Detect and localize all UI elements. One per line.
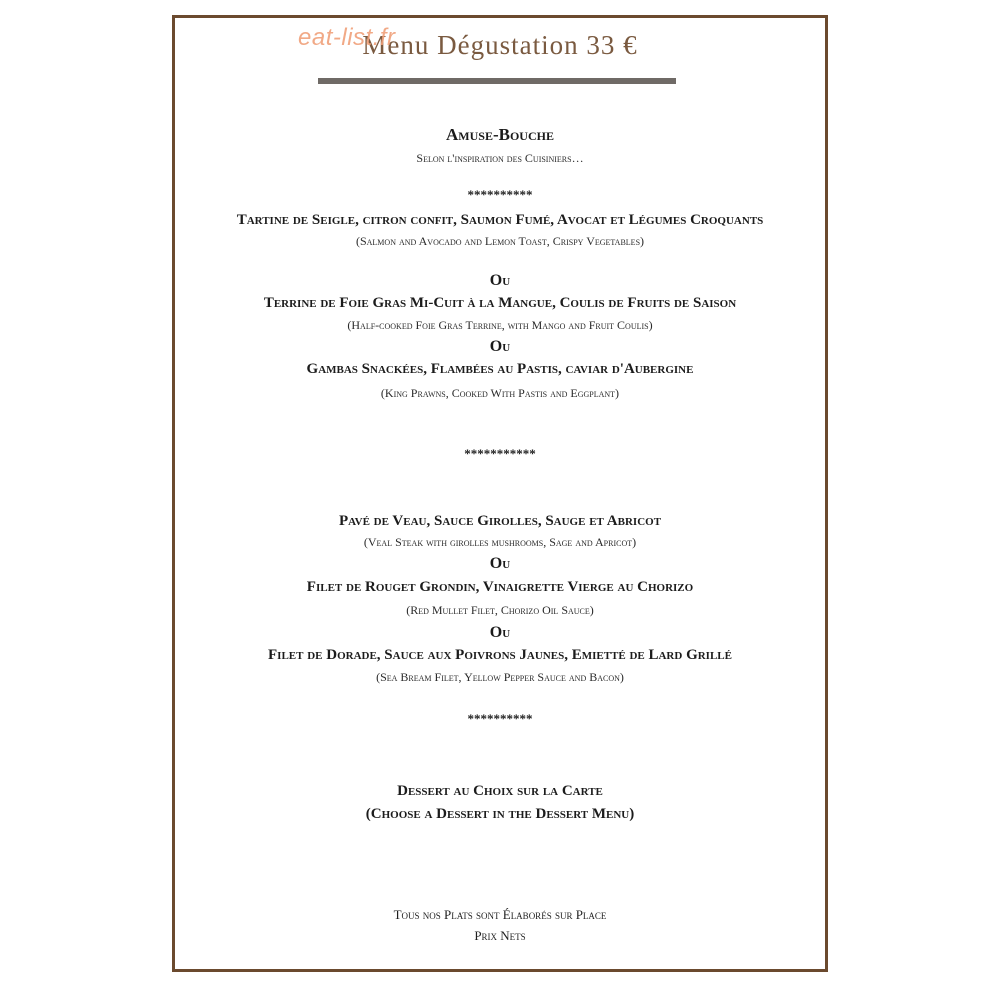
amuse-bouche-description: Selon l'inspiration des Cuisiniers… <box>416 151 584 165</box>
or-divider-1: Ou <box>489 272 511 289</box>
title-divider <box>318 78 676 84</box>
watermark: eat-list.fr <box>298 24 396 51</box>
amuse-bouche-heading: Amuse-Bouche <box>446 125 554 144</box>
starter-1-translation: (Salmon and Avocado and Lemon Toast, Crispy Vegetables) <box>355 234 645 248</box>
footer-note: Tous nos Plats sont Élaborés sur Place <box>393 907 607 922</box>
or-divider-4: Ou <box>489 624 511 641</box>
separator-1: ********** <box>467 187 533 202</box>
menu-title: Menu Dégustation 33 € <box>362 30 638 60</box>
starter-3-name: Gambas Snackées, Flambées au Pastis, caviar d'Aubergine <box>306 361 694 377</box>
main-3-name: Filet de Dorade, Sauce aux Poivrons Jaunes, Emietté de Lard Grillé <box>268 647 732 663</box>
separator-2: *********** <box>464 446 536 461</box>
starter-2-name: Terrine de Foie Gras Mi-Cuit à la Mangue, Coulis de Fruits de Saison <box>263 295 737 311</box>
starter-2-translation: (Half-cooked Foie Gras Terrine, with Mango and Fruit Coulis) <box>347 318 653 332</box>
separator-3: ********** <box>467 711 533 726</box>
or-divider-2: Ou <box>489 338 511 355</box>
main-1-name: Pavé de Veau, Sauce Girolles, Sauge et Abricot <box>338 513 662 529</box>
starter-3-translation: (King Prawns, Cooked With Pastis and Eggplant) <box>380 386 620 400</box>
main-2-translation: (Red Mullet Filet, Chorizo Oil Sauce) <box>406 603 594 617</box>
or-divider-3: Ou <box>489 555 511 572</box>
dessert-translation: (Choose a Dessert in the Dessert Menu) <box>365 806 635 822</box>
main-3-translation: (Sea Bream Filet, Yellow Pepper Sauce and Bacon) <box>376 670 624 684</box>
main-2-name: Filet de Rouget Grondin, Vinaigrette Vierge au Chorizo <box>306 579 694 595</box>
main-1-translation: (Veal Steak with girolles mushrooms, Sage and Apricot) <box>363 535 637 549</box>
dessert-name: Dessert au Choix sur la Carte <box>397 783 603 799</box>
starter-1-name: Tartine de Seigle, citron confit, Saumon Fumé, Avocat et Légumes Croquants <box>236 212 764 228</box>
footer-prices: Prix Nets <box>474 928 526 943</box>
